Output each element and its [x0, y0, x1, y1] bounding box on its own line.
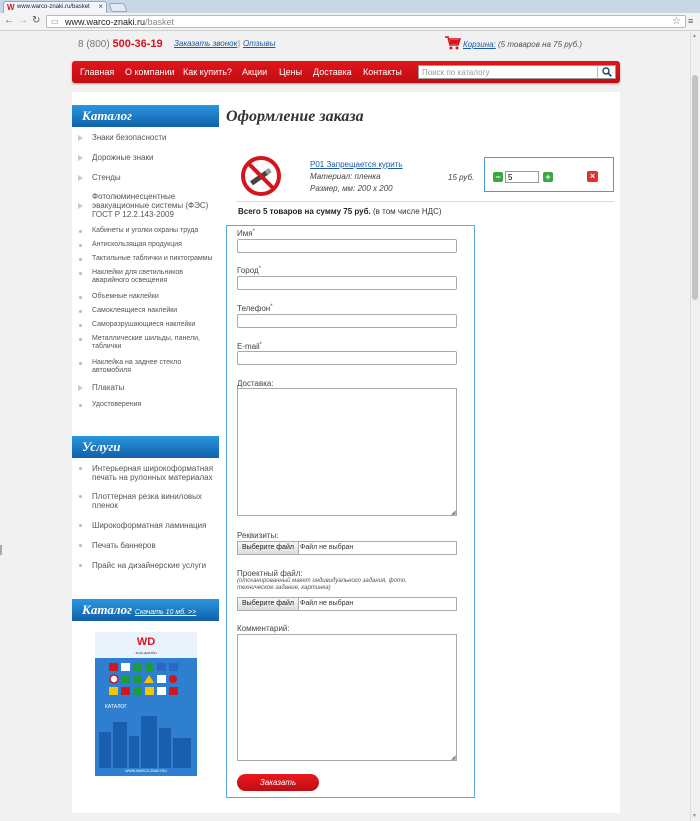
requisites-file-input	[237, 541, 457, 555]
dot-bullet-icon	[79, 324, 82, 327]
header-phone: 8 (800) 500-36-19	[78, 38, 163, 50]
qty-minus-button[interactable]: −	[493, 172, 503, 182]
city-label: Город*	[237, 266, 261, 275]
dot-bullet-icon	[79, 296, 82, 299]
dot-bullet-icon	[79, 524, 82, 527]
project-file-hint: (отсканированный макет индивидуального задания, фото, техническое задание, картинка)	[237, 578, 407, 591]
cart-link[interactable]: Корзина:	[463, 40, 496, 49]
browser-menu-icon[interactable]: ≡	[688, 16, 694, 26]
nav-prices[interactable]: Цены	[279, 67, 303, 77]
scroll-up-icon[interactable]: ▲	[692, 33, 697, 39]
dot-bullet-icon	[79, 564, 82, 567]
arrow-bullet-icon	[78, 385, 83, 391]
dot-bullet-icon	[79, 495, 82, 498]
comment-label: Комментарий:	[237, 624, 290, 633]
search-input[interactable]	[419, 66, 597, 78]
page-title: Оформление заказа	[226, 108, 364, 125]
services-panel: Услуги Интерьерная широкоформатная печать на рулонных материалах Плоттерная резка виниловых пленок Широкоформатная ламинация Печать баннеров Прайс на дизайнерские услуги	[72, 436, 219, 586]
nav-how-to-buy[interactable]: Как купить?	[183, 67, 232, 77]
delivery-textarea[interactable]	[237, 388, 457, 516]
browser-toolbar	[0, 13, 700, 31]
project-file-label: Проектный файл:	[237, 569, 303, 578]
catalog-cover-logo: WD	[136, 636, 156, 648]
header-separator: |	[238, 39, 241, 48]
remove-item-button[interactable]: ×	[587, 171, 598, 182]
requisites-choose-file-button[interactable]: Выберите файл	[238, 542, 299, 554]
address-url[interactable]: www.warco-znaki.ru/basket	[65, 17, 175, 27]
order-item-link[interactable]: P01 Запрещается курить	[310, 160, 403, 169]
dot-bullet-icon	[79, 467, 82, 470]
email-label: E-mail*	[237, 342, 263, 351]
reviews-link[interactable]: Отзывы	[243, 39, 276, 48]
quantity-controls	[484, 157, 614, 192]
cart-icon[interactable]	[445, 36, 461, 50]
project-choose-file-button[interactable]: Выберите файл	[238, 598, 299, 610]
phone-field[interactable]	[237, 314, 457, 328]
search-button[interactable]	[597, 66, 615, 78]
order-item-price: 15 руб.	[448, 173, 475, 182]
delivery-label: Доставка:	[237, 379, 274, 388]
callback-link[interactable]: Заказать звонок	[174, 39, 238, 48]
phone-label: Телефон*	[237, 304, 273, 313]
catalog-search	[418, 65, 616, 79]
nav-promos[interactable]: Акции	[242, 67, 268, 77]
address-bar[interactable]	[46, 15, 686, 28]
comment-textarea[interactable]	[237, 634, 457, 761]
requisites-file-status: Файл не выбран	[300, 544, 354, 551]
catalog-cover-brand: ЗНАК-ДИЗАЙН	[135, 651, 157, 655]
arrow-bullet-icon	[78, 155, 83, 161]
order-item-material: Материал: пленка	[310, 172, 381, 181]
arrow-bullet-icon	[78, 203, 83, 209]
quantity-input[interactable]	[505, 171, 539, 183]
reload-icon[interactable]: ↻	[32, 15, 41, 26]
scrollbar-thumb[interactable]	[692, 75, 698, 300]
project-file-input	[237, 597, 457, 611]
left-edge-marker	[0, 545, 2, 555]
forward-arrow-icon[interactable]: →	[18, 15, 28, 26]
dot-bullet-icon	[79, 272, 82, 275]
resize-grip-icon[interactable]: ◢	[451, 755, 456, 761]
catalog-cover-label: КАТАЛОГ	[105, 704, 128, 710]
catalog-cover-image[interactable]	[95, 632, 197, 776]
dot-bullet-icon	[79, 230, 82, 233]
catalog-panel: Каталог Знаки безопасности Дорожные знаки Стенды Фотолюминесцентные эвакуационные системы (ФЭС) ГОСТ Р 12.2.143-2009 Кабинеты и уголки охраны труда Антискользящая продукция Тактильные таблички и пиктограммы Наклейки для светильников аварийного освещения Объемные наклейки Самоклеящиеся наклейки Саморазрушающиеся наклейки Металлические шильды, панели, таблички Наклейка на заднее стекло автомобиля Плакаты Удостоверения	[72, 105, 219, 425]
browser-tab[interactable]	[3, 1, 107, 13]
site-favicon-icon: W	[7, 3, 15, 12]
back-arrow-icon[interactable]: ←	[4, 15, 14, 26]
dot-bullet-icon	[79, 258, 82, 261]
dot-bullet-icon	[79, 544, 82, 547]
browser-tab-strip	[0, 0, 700, 13]
dot-bullet-icon	[79, 338, 82, 341]
search-icon	[602, 67, 612, 77]
scroll-down-icon[interactable]: ▼	[692, 813, 697, 819]
name-field[interactable]	[237, 239, 457, 253]
order-divider	[236, 201, 614, 202]
download-catalog-link[interactable]: Скачать 10 мб. >>	[134, 609, 197, 616]
tab-title: www.warco-znaki.ru/basket	[17, 4, 90, 10]
qty-plus-button[interactable]: +	[543, 172, 553, 182]
tab-close-icon[interactable]: ×	[98, 2, 103, 11]
order-total: Всего 5 товаров на сумму 75 руб. (в том числе НДС)	[238, 207, 442, 216]
submit-order-button[interactable]: Заказать	[237, 774, 319, 791]
email-field[interactable]	[237, 351, 457, 365]
dot-bullet-icon	[79, 310, 82, 313]
requisites-label: Реквизиты:	[237, 531, 279, 540]
name-label: Имя*	[237, 229, 255, 238]
services-panel-title: Услуги	[72, 436, 219, 458]
nav-delivery[interactable]: Доставка	[313, 67, 352, 77]
dot-bullet-icon	[79, 404, 82, 407]
new-tab-button[interactable]	[108, 3, 127, 12]
page-icon: ▭	[51, 17, 59, 26]
nav-home[interactable]: Главная	[80, 67, 115, 77]
bookmark-star-icon[interactable]: ☆	[672, 16, 681, 27]
catalog-cover-site: WWW.WARCO-ZNAKI.RU	[125, 769, 167, 773]
arrow-bullet-icon	[78, 175, 83, 181]
nav-contacts[interactable]: Контакты	[363, 67, 402, 77]
arrow-bullet-icon	[78, 135, 83, 141]
order-item-size: Размер, мм: 200 x 200	[310, 184, 393, 193]
catalog-panel-title: Каталог	[72, 105, 219, 127]
city-field[interactable]	[237, 276, 457, 290]
project-file-status: Файл не выбран	[300, 600, 354, 607]
dot-bullet-icon	[79, 244, 82, 247]
resize-grip-icon[interactable]: ◢	[451, 510, 456, 516]
catalog-download-title: Каталог Скачать 10 мб. >>	[72, 599, 219, 621]
nav-about[interactable]: О компании	[125, 67, 175, 77]
no-smoking-sign-icon	[240, 155, 282, 197]
dot-bullet-icon	[79, 362, 82, 365]
cart-summary: Корзина: (5 товаров на 75 руб.)	[463, 40, 583, 49]
